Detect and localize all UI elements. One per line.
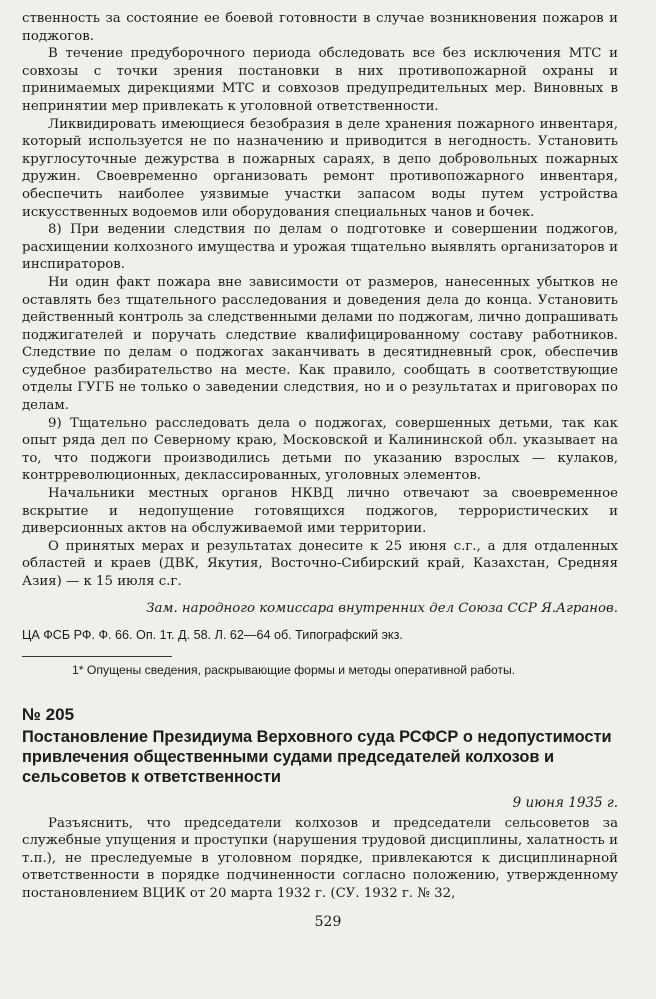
paragraph-4: 8) При ведении следствия по делам о подготовке и совершении поджогов, расхищении колхозного имущества и урожая тщательно выявлять организаторов и инспираторов. [22, 222, 618, 273]
paragraph-bottom: Разъяснить, что председатели колхозов и председатели сельсоветов за служебные упущения и проступки (нарушения трудовой дисциплины, халатность и т.п.), не преследуемые в уголовном порядке, привлекаются к дисциплинарной ответственности в порядке подчиненности согласно положению, утвержденному постановлением ВЦИК от 20 марта 1932 г. (СУ. 1932 г. № 32, [22, 815, 618, 901]
paragraph-7: Начальники местных органов НКВД лично отвечают за своевременное вскрытие и недопущение готовящихся поджогов, террористических и диверсионных актов на обслуживаемой ими территории. [22, 486, 618, 537]
paragraph-1: ственность за состояние ее боевой готовности в случае возникновения пожаров и поджогов. [22, 11, 618, 44]
document-body-top [22, 10, 618, 591]
paragraph-3: Ликвидировать имеющиеся безобразия в деле хранения пожарного инвентаря, который используется не по назначению и приводится в негодность. Установить круглосуточные дежурства в пожарных сараях, в депо добровольных пожарных дружин. Своевременно организовать ремонт противопожарного инвентаря, обеспечить наиболее уязвимые участки запасом воды путем устройства искусственных водоемов или оборудования специальных чанов и бочек. [22, 116, 618, 220]
paragraph-5: Ни один факт пожара вне зависимости от размеров, нанесенных убытков не оставлять без тщательного расследования и доведения дела до конца. Установить действенный контроль за следственными делами по поджогам, лично допрашивать поджигателей и поручать следствие квалифицированному составу работников. Следствие по делам о поджогах заканчивать в десятидневный срок, обеспечив судебное разбирательство на месте. Как правило, сообщать в соответствующие отделы ГУГБ не только о заведении следствия, но и о результатах и приговорах по делам. [22, 274, 618, 414]
paragraph-2: В течение предуборочного периода обследовать все без исключения МТС и совхозы с точки зрения постановки в них противопожарной охраны и принимаемых дирекциями МТС и совхозов предупредительных мер. Виновных в непринятии мер привлекать к уголовной ответственности. [22, 46, 618, 114]
page-number: 529 [314, 914, 342, 930]
signature: Зам. народного комиссара внутренних дел Союза ССР Я.Агранов. [146, 600, 618, 616]
document-date: 9 июня 1935 г. [512, 794, 618, 811]
footnote-divider [22, 656, 172, 657]
footnote: 1* Опущены сведения, раскрывающие формы и методы оперативной работы. [72, 662, 516, 677]
paragraph-8: О принятых мерах и результатах донесите к 25 июня с.г., а для отдаленных областей и краев (ДВК, Якутия, Восточно-Сибирский край, Казахстан, Средняя Азия) — к 15 июля с.г. [22, 538, 618, 589]
document-number: № 205 [22, 704, 75, 724]
paragraph-6: 9) Тщательно расследовать дела о поджогах, совершенных детьми, так как опыт ряда дел по Северному краю, Московской и Калининской обл. указывает на то, что поджоги производились детьми по указанию взрослых — кулаков, контрреволюционных, деклассированных, уголовных элементов. [22, 415, 618, 484]
document-title: Постановление Президиума Верховного суда РСФСР о недопустимости привлечения общественными судами председателей колхозов и сельсоветов к ответственности [22, 727, 612, 786]
archive-reference: ЦА ФСБ РФ. Ф. 66. Оп. 1т. Д. 58. Л. 62—64 об. Типографский экз. [22, 627, 403, 642]
